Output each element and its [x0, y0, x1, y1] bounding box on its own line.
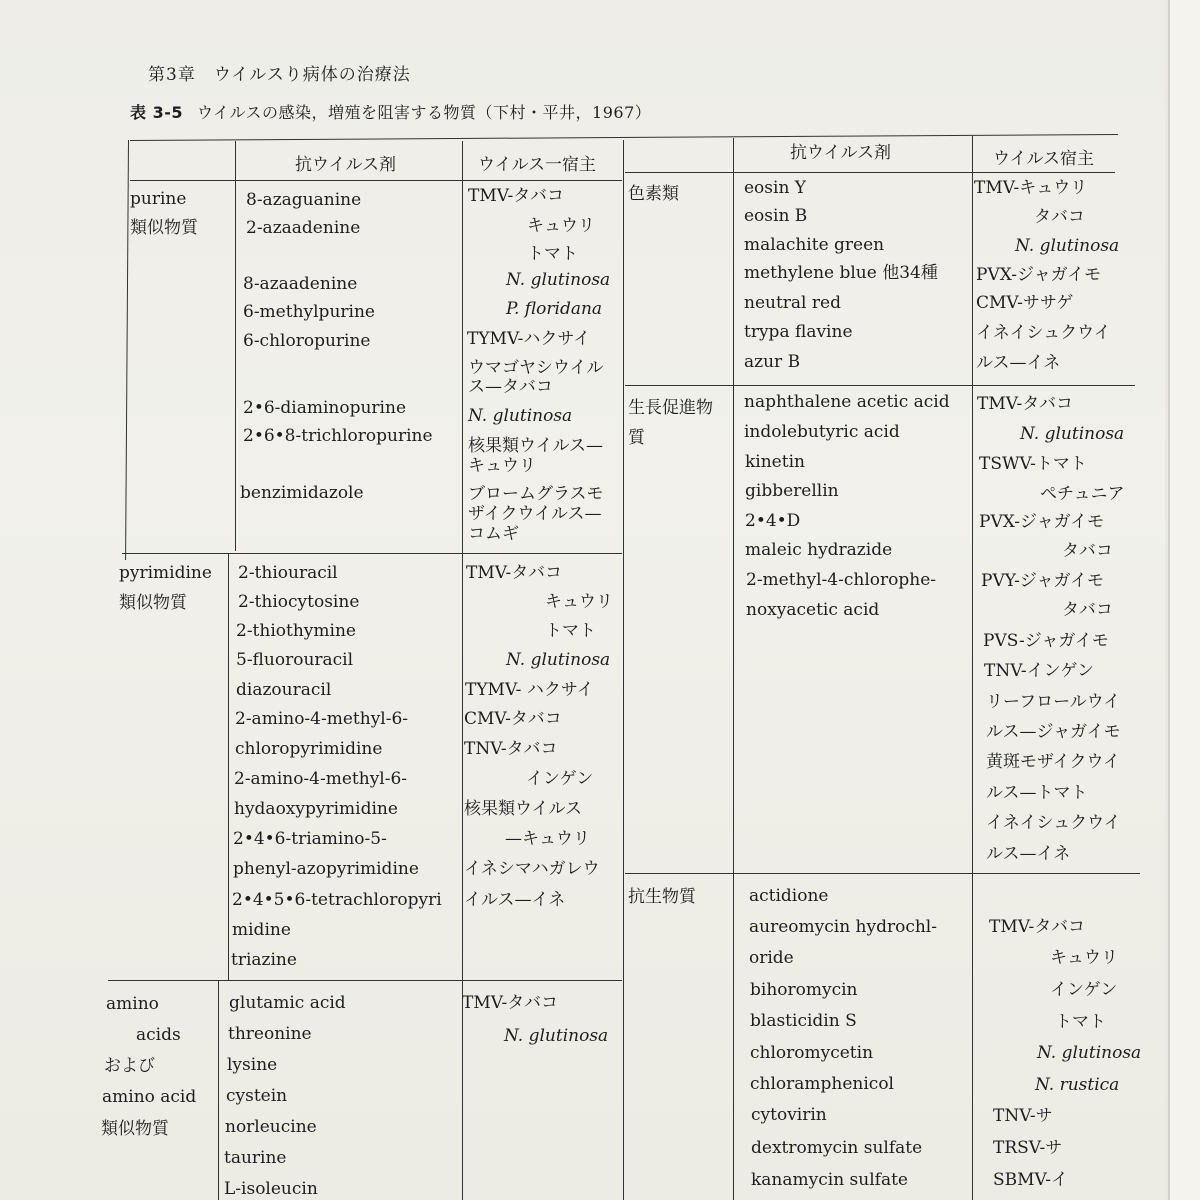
host-item: P. floridana — [506, 299, 603, 319]
agent-item: noxyacetic acid — [746, 600, 880, 620]
agent-item: malachite green — [744, 235, 885, 255]
agent-item: eosin Y — [744, 178, 807, 198]
agent-item: indolebutyric acid — [744, 422, 900, 442]
category-label: 色素類 — [628, 184, 679, 204]
host-item: インゲン — [526, 769, 594, 789]
host-item: ウマゴヤシウイル — [468, 358, 604, 378]
agent-item: 2-azaadenine — [246, 218, 361, 238]
category-label: 生長促進物 — [628, 398, 713, 418]
host-item: ペチュニア — [1040, 484, 1125, 504]
right-host-header: ウイルス宿主 — [993, 149, 1094, 169]
host-item: TYMV- ハクサイ — [465, 680, 594, 700]
host-item: PVY-ジャガイモ — [981, 571, 1104, 591]
host-item: —キュウリ — [505, 829, 590, 849]
agent-item: neutral red — [744, 293, 841, 313]
category-label: 抗生物質 — [628, 887, 696, 907]
host-item: TNV-インゲン — [984, 661, 1094, 681]
agent-item: trypa flavine — [744, 322, 853, 342]
host-item: ブロームグラスモ — [468, 484, 604, 504]
host-item: ルス—イネ — [986, 844, 1071, 864]
host-item: タバコ — [1062, 541, 1113, 561]
host-item: N. glutinosa — [1020, 424, 1125, 444]
host-item: キュウリ — [468, 456, 536, 476]
host-item: TNV-タバコ — [464, 739, 558, 759]
left-header-rule — [130, 180, 622, 181]
agent-item: cytovirin — [751, 1105, 827, 1125]
host-item: SBMV-イ — [993, 1170, 1069, 1190]
agent-item: naphthalene acetic acid — [744, 392, 950, 412]
agent-item: 2-methyl-4-chlorophe- — [746, 570, 937, 590]
host-item: イネイシュクウイ — [986, 813, 1121, 833]
host-item: CMV-ササゲ — [976, 293, 1074, 313]
host-item: タバコ — [1062, 600, 1113, 620]
agent-item: lysine — [227, 1055, 278, 1075]
agent-item: bihoromycin — [750, 980, 858, 1000]
host-item: 黄斑モザイクウイ — [986, 752, 1120, 772]
agent-item: hydaoxypyrimidine — [234, 799, 398, 819]
dye-bottom-rule — [625, 385, 1135, 386]
agent-item: 2•6•8-trichloropurine — [243, 426, 433, 446]
agent-item: chloropyrimidine — [235, 739, 383, 759]
host-item: ザイクウイルス— — [468, 504, 602, 524]
center-divider — [623, 140, 624, 1200]
host-item: N. glutinosa — [1037, 1043, 1142, 1063]
host-item: タバコ — [1034, 207, 1085, 227]
agent-item: gibberellin — [745, 481, 839, 501]
host-item: イネイシュクウイ — [976, 323, 1111, 343]
agent-item: 2•6-diaminopurine — [243, 398, 407, 418]
agent-item: 2•4•6-triamino-5- — [233, 829, 387, 849]
agent-item: blasticidin S — [750, 1011, 857, 1031]
host-item: N. glutinosa — [1015, 236, 1120, 256]
agent-item: L-isoleucin — [224, 1179, 318, 1199]
agent-item: 2-thiocytosine — [238, 592, 360, 612]
host-item: ルス—トマト — [986, 783, 1088, 803]
agent-item: 8-azaadenine — [243, 274, 358, 294]
host-item: トマト — [545, 621, 596, 641]
agent-item: oride — [749, 948, 794, 968]
table-caption-label: 表 3-5 — [130, 103, 183, 122]
agent-item: chloromycetin — [750, 1043, 874, 1063]
pyrimidine-category-divider — [228, 553, 229, 980]
host-item: N. rustica — [1035, 1075, 1120, 1095]
agent-item: taurine — [224, 1148, 287, 1168]
host-item: ス—タバコ — [468, 377, 553, 397]
category-label: acids — [136, 1025, 181, 1045]
host-item: TMV-タバコ — [989, 917, 1086, 937]
agent-item: azur B — [744, 352, 801, 372]
agent-item: 6-methylpurine — [243, 302, 375, 322]
host-item: PVX-ジャガイモ — [976, 265, 1102, 285]
right-host-divider — [972, 136, 973, 1200]
agent-item: triazine — [231, 950, 297, 970]
agent-item: 5-fluorouracil — [236, 650, 354, 670]
pyrimidine-bottom-rule — [108, 980, 622, 981]
host-item: キュウリ — [545, 592, 613, 612]
left-host-header: ウイルス一宿主 — [478, 155, 596, 175]
host-item: TMV-タバコ — [462, 993, 559, 1013]
agent-item: cystein — [226, 1086, 288, 1106]
host-item: N. glutinosa — [506, 650, 611, 670]
host-item: ルス—イネ — [976, 353, 1061, 373]
right-agent-header: 抗ウイルス剤 — [790, 143, 891, 163]
host-item: TRSV-サ — [993, 1138, 1063, 1158]
category-label: および — [104, 1056, 155, 1076]
agent-item: glutamic acid — [229, 993, 346, 1013]
host-item: 核果類ウイルス— — [468, 436, 603, 456]
agent-item: actidione — [749, 886, 829, 906]
host-item: N. glutinosa — [468, 406, 573, 426]
category-label: purine — [130, 189, 187, 209]
host-item: TNV-サ — [993, 1106, 1053, 1126]
host-item: トマト — [527, 244, 578, 264]
category-label: 類似物質 — [101, 1119, 169, 1139]
host-item: TYMV-ハクサイ — [467, 329, 591, 349]
host-item: N. glutinosa — [504, 1026, 609, 1046]
agent-item: diazouracil — [236, 680, 332, 700]
agent-item: phenyl-azopyrimidine — [233, 859, 419, 879]
agent-item: eosin B — [744, 206, 808, 226]
table-caption — [130, 100, 651, 123]
host-item: PVS-ジャガイモ — [983, 631, 1109, 651]
amino-category-divider — [218, 980, 219, 1200]
agent-item: benzimidazole — [240, 483, 364, 503]
agent-item: aureomycin hydrochl- — [749, 917, 937, 937]
host-item: キュウリ — [1050, 948, 1118, 968]
host-item: イネシマハガレウ — [464, 859, 600, 879]
category-label: pyrimidine — [119, 563, 212, 583]
growth-bottom-rule — [625, 873, 1140, 874]
left-category-divider — [235, 141, 236, 551]
host-item: TMV-タバコ — [466, 563, 563, 583]
right-header-rule — [625, 172, 1115, 173]
chapter-heading: 第3章 ウイルスり病体の治療法 — [148, 65, 411, 85]
category-label: amino — [106, 994, 159, 1014]
agent-item: 2-thiouracil — [238, 563, 338, 583]
host-item: TMV-タバコ — [977, 394, 1074, 414]
agent-item: dextromycin sulfate — [751, 1138, 923, 1158]
agent-item: 8-azaguanine — [246, 190, 362, 210]
host-item: TMV-タバコ — [468, 186, 565, 206]
agent-item: kanamycin sulfate — [751, 1170, 908, 1190]
host-item: CMV-タバコ — [464, 709, 562, 729]
agent-item: maleic hydrazide — [745, 540, 893, 560]
category-label: 質 — [628, 428, 645, 448]
table-caption-text: ウイルスの感染，増殖を阻害する物質（下村・平井，1967） — [196, 103, 652, 122]
purine-bottom-rule — [122, 553, 622, 554]
host-item: PVX-ジャガイモ — [979, 512, 1105, 532]
host-item: N. glutinosa — [506, 270, 611, 290]
host-item: ルス—ジャガイモ — [986, 722, 1121, 742]
host-item: コムギ — [468, 524, 519, 544]
agent-item: 2-amino-4-methyl-6- — [234, 769, 408, 789]
host-item: TMV-キュウリ — [974, 178, 1088, 198]
agent-item: midine — [232, 920, 291, 940]
host-item: TSWV-トマト — [979, 454, 1087, 474]
agent-item: 2-amino-4-methyl-6- — [235, 709, 409, 729]
next-page-edge — [1168, 0, 1200, 1200]
host-item: リーフロールウイ — [986, 692, 1121, 712]
host-item: イルス—イネ — [464, 890, 566, 910]
agent-item: methylene blue 他34種 — [744, 263, 938, 283]
left-agent-header: 抗ウイルス剤 — [295, 155, 396, 175]
host-item: トマト — [1055, 1012, 1106, 1032]
host-item: キュウリ — [527, 216, 595, 236]
agent-item: 2•4•5•6-tetrachloropyri — [232, 890, 442, 910]
agent-item: threonine — [228, 1024, 312, 1044]
host-item: 核果類ウイルス — [464, 799, 582, 819]
category-label: 類似物質 — [130, 218, 198, 238]
agent-item: 2-thiothymine — [236, 621, 356, 641]
agent-item: norleucine — [225, 1117, 317, 1137]
category-label: 類似物質 — [119, 593, 187, 613]
agent-item: 2•4•D — [745, 511, 801, 531]
right-category-divider — [733, 138, 734, 1200]
agent-item: kinetin — [745, 452, 805, 472]
left-host-divider — [462, 141, 463, 1200]
agent-item: 6-chloropurine — [243, 331, 371, 351]
host-item: インゲン — [1050, 980, 1118, 1000]
agent-item: chloramphenicol — [750, 1074, 894, 1094]
category-label: amino acid — [102, 1087, 197, 1107]
